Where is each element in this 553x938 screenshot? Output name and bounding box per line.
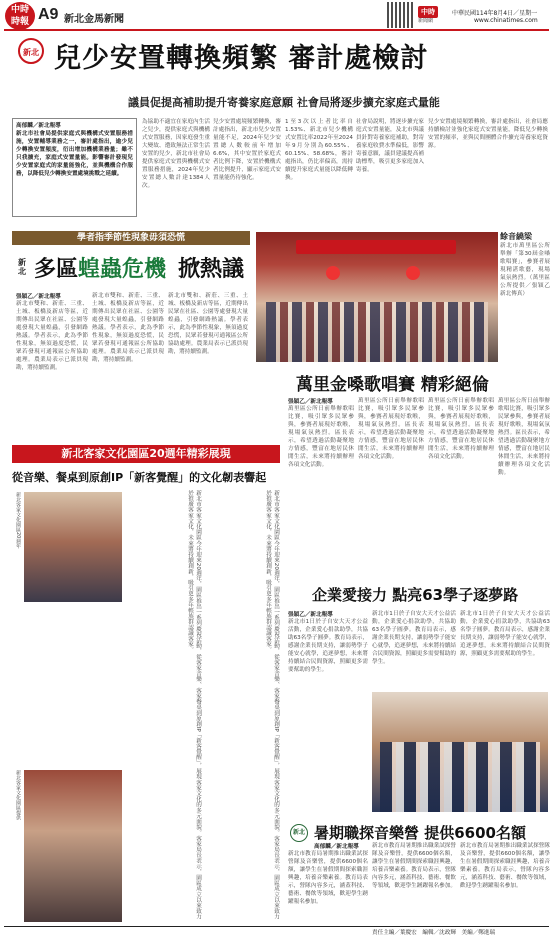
locust-title-b: 蝗蟲危機	[78, 257, 167, 282]
people-group	[266, 302, 488, 362]
hakka-photo-credit: 新北客家文化園區提供	[15, 770, 21, 820]
summer-body-col2: 新北市教育局暑期推出職業試探營隊及音樂營，提供6600個名額，讓學生在暑假期間探索職涯興趣，培養音樂素養。教育局表示，營隊內容多元，涵蓋科技、藝術、餐飲等領域，歡迎學生踴躍報名參加。	[372, 843, 456, 889]
brand-sub: 新聞網	[418, 18, 434, 24]
locust-banner	[12, 231, 250, 245]
love-body-col2: 新北市1日於子自安大天才公益活動，企業愛心捐款助學，共協助63名學子圓夢。教育局表示，感謝企業長期支持，讓弱勢學子能安心就學，追逐夢想，未來將持續結合民間資源，照顧更多需要幫助的學生。	[372, 611, 456, 665]
hakka-body-col2: 新北市客家文化園區今年迎來20週年，園區推出一系列慶祝活動，從客家音樂、客家餐桌到原創IP「新客覺醒」，展現客家文化的多元面貌。客家局長表示，園區成立以來致力於推廣客家文化，未來將持續創新，吸引更多年輕族群認識客家。	[265, 490, 279, 920]
locust-body-col2: 新北市雙和、新莊、三重、土城、板橋及新店等區，近期傳出民眾在社區、公園等處發現大量蝗蟲，引發網路熱議。學者表示，此為季節性現象，無須過度恐慌，民眾若發現可通報區公所協助處理。農業局表示已派員現勘，將持續監測。	[92, 293, 164, 363]
hakka-photo-top	[24, 492, 122, 602]
love-body-col3: 新北市1日於子自安大天才公益活動，企業愛心捐款助學，共協助63名學子圓夢。教育局表示，感謝企業長期支持，讓弱勢學子能安心就學，追逐夢想，未來將持續結合民間資源，照顧更多需要幫助的學生。	[460, 611, 550, 657]
locust-byline: 張穎乙／新北報導	[16, 294, 61, 300]
summer-tag	[290, 824, 308, 842]
singing-body-col3: 萬里區公所日前舉辦歌唱比賽，吸引眾多民眾參與，參賽者展現好歌喉，現場氣氛熱烈。區長表示，希望透過活動凝聚地方情感，豐富在地居民休閒生活，未來將持續辦理各項文化活動。	[428, 398, 494, 460]
lead-body-col2: 為協助不適宜在家庭內生活之兒少，提供家庭式與機構式安置服務，因家庭發生重大變故、遭致無法正常生活安置的兒少，新北市社會局提供家庭式安置與機構式安置服務措施，2024年兒少安置總人數計達1384人次。	[142, 119, 210, 189]
brand-badge: 中時	[418, 6, 438, 18]
love-byline: 張穎乙／新北報導	[288, 612, 333, 618]
lantern-icon	[406, 266, 420, 280]
lead-summary-box	[12, 118, 137, 217]
hakka-banner	[12, 445, 280, 463]
site-url[interactable]: www.chinatimes.com	[474, 17, 538, 24]
lead-subhead: 議員促提高補助提升寄養家庭意願 社會局將逐步擴充家庭式量能	[128, 96, 440, 109]
date-line: 中華民國114年8月4日／星期一	[452, 10, 538, 17]
lead-headline: 兒少安置轉換頻繁 審計處檢討	[54, 43, 429, 74]
locust-tag: 新北	[18, 258, 26, 276]
love-body-col1: 新北市1日於子自安大天才公益活動，企業愛心捐款助學，共協助63名學子圓夢。教育局表示，感謝企業長期支持，讓弱勢學子能安心就學，追逐夢想，未來將持續結合民間資源，照顧更多需要幫助的學生。	[288, 619, 368, 673]
masthead-divider	[4, 29, 549, 31]
lantern-icon	[326, 266, 340, 280]
summer-byline: 高郁麟／新北報導	[314, 844, 359, 850]
people-group	[380, 742, 540, 812]
singing-photo	[256, 232, 498, 362]
locust-title-c: 掀熱議	[178, 257, 245, 282]
hakka-photo-bottom	[24, 770, 122, 922]
lead-byline: 高郁麟／新北報導	[16, 123, 61, 129]
summer-body-col3: 新北市教育局暑期推出職業試探營隊及音樂營，提供6600個名額，讓學生在暑假期間探索職涯興趣，培養音樂素養。教育局表示，營隊內容多元，涵蓋科技、藝術、餐飲等領域，歡迎學生踴躍報名參加。	[460, 843, 550, 889]
singing-title: 萬里金嗓歌唱賽 精彩絕倫	[296, 375, 489, 395]
logo-bottom: 時報	[10, 17, 29, 27]
locust-banner-text: 學者指季節性現象毋須恐慌	[76, 233, 185, 243]
lead-summary: 新北市社會局提供家庭式與機構式安置服務措施，安置輔導業務之一，審計處指出，逾少兒少轉換安置頻度，衍出增加機構業務量；雖不只我擴充，家庭式安置量能。影響審計發現兒少安置家庭式的家量能強化，並與機構合作服務，以降低兒少轉換安置處境挑戰之延續。	[16, 131, 133, 177]
singing-body-col1: 萬里區公所日前舉辦歌唱比賽，吸引眾多民眾參與，參賽者展現好歌喉，現場氣氛熱烈。區長表示，希望透過活動凝聚地方情感，豐富在地居民休閒生活，未來將持續辦理各項文化活動。	[288, 406, 354, 468]
love-photo	[372, 692, 548, 812]
lead-body-col3: 兒少安置處境頻繁轉換，審計處指出，新北市兒少安置量能不足，2024年兒少安置總人數較前年增加6.6%，其中安置於家庭式者比例下降，安置於機構式者比例提升，顯示家庭式安置量能仍待強化。	[213, 119, 281, 181]
lead-body-col4: 1至3次以上者比率自1.53%、新北市兒少機構式安置比率2022年至2024年9月分別為60.55%、60.15%、58.68%，審計處指出，仍比率偏高，需持續提升家庭式量能以降低轉換。	[285, 119, 353, 181]
lead-body-col6: 兒少安置處境頻繁轉換，審計處指出，社會局應持續檢討並強化家庭式安置量能，降低兒少轉換安置的頻率，並與民間團體合作擴充寄養家庭資源。	[428, 119, 548, 149]
logo	[5, 2, 35, 30]
credits: 責任主編／葉慶宏 編輯／沈政輝 美編／鄭進瑞	[372, 930, 496, 936]
logo-top: 中時	[10, 5, 29, 15]
locust-body-col1: 新北市雙和、新莊、三重、土城、板橋及新店等區，近期傳出民眾在社區、公園等處發現大量蝗蟲，引發網路熱議。學者表示，此為季節性現象，無須過度恐慌，民眾若發現可通報區公所協助處理。農業局表示已派員現勘，將持續監測。	[16, 301, 88, 371]
lead-body-col5: 社會局說明，將逐步擴充家庭式安置量能，及北市與議員針對寄養家庭補助，對寄養家庭收費水準偏低，影響寄養意願，議員建議提高補助標準，吸引更多家庭加入寄養。	[356, 119, 424, 173]
region-tag-label: 新北	[23, 48, 39, 57]
summer-title: 暑期職探音樂營 提供6600名額	[314, 824, 526, 842]
singing-body-col4: 萬里區公所日前舉辦歌唱比賽，吸引眾多民眾參與，參賽者展現好歌喉，現場氣氛熱烈。區長表示，希望透過活動凝聚地方情感，豐富在地居民休閒生活，未來將持續辦理各項文化活動。	[498, 398, 550, 476]
page-number: A9	[38, 6, 59, 23]
singing-byline: 張穎乙／新北報導	[288, 399, 333, 405]
love-title: 企業愛接力 點亮63學子逐夢路	[312, 586, 519, 604]
region-tag	[18, 38, 44, 64]
singing-caption-box	[500, 232, 550, 362]
summer-body-col1: 新北市教育局暑期推出職業試探營隊及音樂營，提供6600個名額，讓學生在暑假期間探索職涯興趣，培養音樂素養。教育局表示，營隊內容多元，涵蓋科技、藝術、餐飲等領域，歡迎學生踴躍報名參加。	[288, 851, 368, 905]
singing-caption-title: 餘音繞梁	[500, 232, 532, 241]
locust-title	[34, 252, 244, 283]
singing-body-col2: 萬里區公所日前舉辦歌唱比賽，吸引眾多民眾參與，參賽者展現好歌喉，現場氣氛熱烈。區長表示，希望透過活動凝聚地方情感，豐富在地居民休閒生活，未來將持續辦理各項文化活動。	[358, 398, 424, 460]
singing-caption: 新北市萬里區公所舉辦「第30屆金嗓歌唱賽」，參賽者展現精湛歌藝，現場氣氛熱烈。（萬里區公所提供／張穎乙新北傳真）	[500, 243, 550, 297]
stage-banner	[296, 240, 456, 254]
locust-title-a: 多區	[34, 257, 79, 282]
hakka-body-col1: 新北市客家文化園區今年迎來20週年，園區推出一系列慶祝活動，從客家音樂、客家餐桌到原創IP「新客覺醒」，展現客家文化的多元面貌。客家局長表示，園區成立以來致力於推廣客家文化，未來將持續創新，吸引更多年輕族群認識客家。	[187, 490, 201, 920]
hakka-subtitle: 從音樂、餐桌到原創IP「新客覺醒」的文化韌表響起	[12, 471, 267, 484]
locust-body-col3: 新北市雙和、新莊、三重、土城、板橋及新店等區，近期傳出民眾在社區、公園等處發現大量蝗蟲，引發網路熱議。學者表示，此為季節性現象，無須過度恐慌，民眾若發現可通報區公所協助處理。農業局表示已派員現勘，將持續監測。	[168, 293, 248, 355]
footer-divider	[4, 926, 549, 927]
qr-code-icon	[387, 2, 413, 28]
hakka-photo-caption: 新北客家文化園區20週年	[15, 492, 21, 549]
summer-tag-label: 新北	[292, 829, 305, 836]
hakka-banner-text: 新北客家文化園區20週年精彩展現	[61, 447, 231, 460]
section-title: 新北金馬新聞	[64, 14, 124, 25]
